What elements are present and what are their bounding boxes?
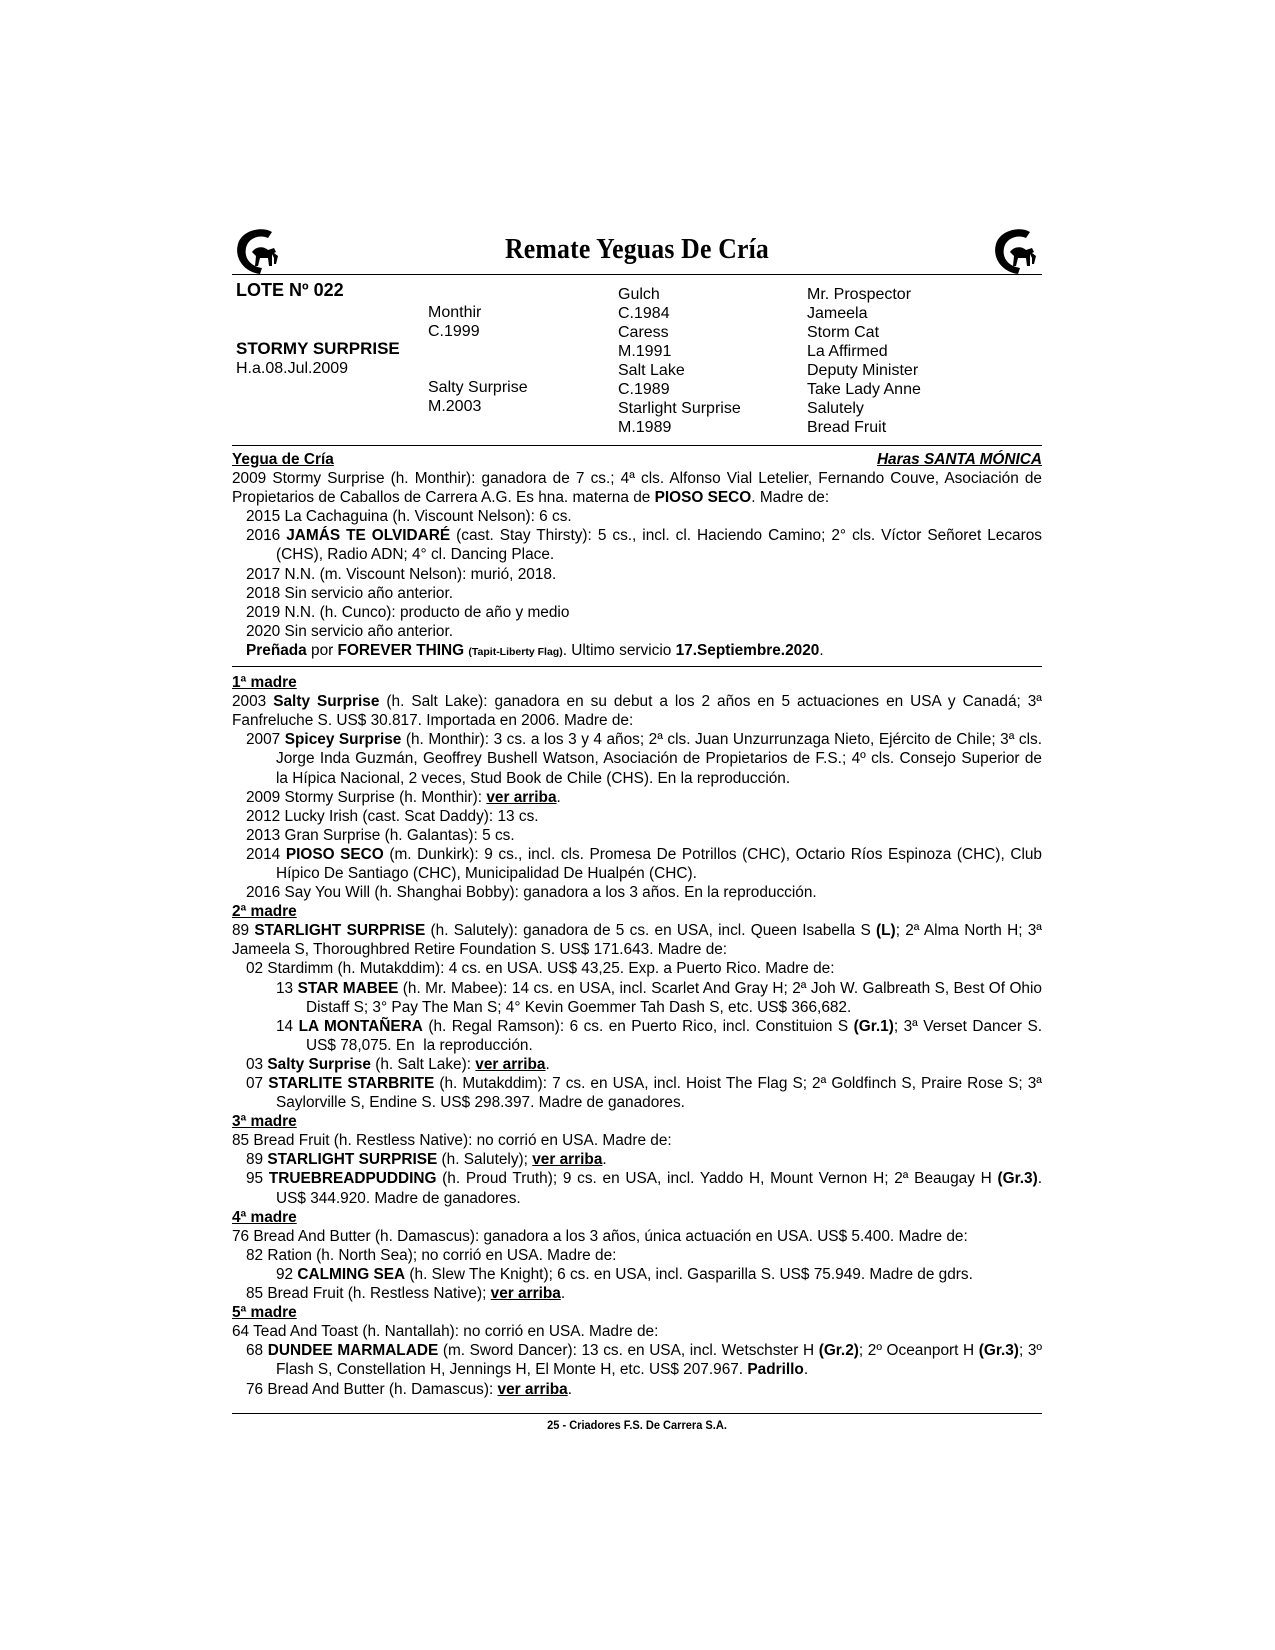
produce-item: 2020 Sin servicio año anterior. <box>246 622 454 640</box>
madre-heading: 1ª madre <box>232 674 297 692</box>
produce-item: 2019 N.N. (h. Cunco): producto de año y medio <box>246 603 570 621</box>
ancestor: Mr. Prospector <box>807 286 912 303</box>
family-item: 2009 Stormy Surprise (h. Monthir): ver arriba. <box>246 788 561 806</box>
sire-year: C.1999 <box>428 323 480 340</box>
family-record: 89 STARLIGHT SURPRISE (h. Salutely): ganadora de 5 cs. en USA, incl. Queen Isabella S (L); 2ª Alma North H; 3ª Jameela S, Thoroughbred Retire Foundation S. US$ 171.643. Madre de: <box>232 922 1042 959</box>
family-item: 13 STAR MABEE (h. Mr. Mabee): 14 cs. en USA, incl. Scarlet And Gray H; 2ª Joh W. Galbreath S, Best Of Ohio Distaff S; 3° Pay The Man S; 4° Kevin Goemmer Tah Dash S, etc. US$ 366,682. <box>276 979 1042 1016</box>
family-item: 68 DUNDEE MARMALADE (m. Sword Dancer): 13 cs. en USA, incl. Wetschster H (Gr.2); 2º Oceanport H (Gr.3); 3º Flash S, Constellation H, Jennings H, El Monte H, etc. US$ 207.967. Padrillo. <box>246 1342 1042 1379</box>
madre-heading: 5ª madre <box>232 1304 297 1322</box>
family-item: 03 Salty Surprise (h. Salt Lake): ver arriba. <box>246 1055 550 1073</box>
ancestor: Salutely <box>807 400 864 417</box>
ancestor: La Affirmed <box>807 343 888 360</box>
madre-heading: 3ª madre <box>232 1113 297 1131</box>
ancestor: Bread Fruit <box>807 419 887 436</box>
page-title: Remate Yeguas De Cría <box>504 234 770 265</box>
family-item: 2007 Spicey Surprise (h. Monthir): 3 cs. a los 3 y 4 años; 2ª cls. Juan Unzurrunzaga Nieto, Ejército de Chile; 3ª cls. Jorge Inda Guzmán, Geoffrey Bushell Watson, Asociación de Propietarios de F.S.; 4º cls. Consejo Superior de la Hípica Nacional, 2 veces, Stud Book de Chile (CHS). En la reproducción. <box>246 731 1043 787</box>
granddam-2: Starlight Surprise <box>618 400 741 417</box>
yegua-header <box>232 450 1042 469</box>
ancestor: Deputy Minister <box>807 362 919 379</box>
family-record: 64 Tead And Toast (h. Nantallah): no corrió en USA. Madre de: <box>232 1323 659 1341</box>
produce-item: 2016 JAMÁS TE OLVIDARÉ (cast. Stay Thirsty): 5 cs., incl. cl. Haciendo Camino; 2° cls. Víctor Señoret Lecaros (CHS), Radio ADN; 4° cl. Dancing Place. <box>246 527 1042 564</box>
produce-item: 2018 Sin servicio año anterior. <box>246 584 454 602</box>
family-item: 2016 Say You Will (h. Shanghai Bobby): ganadora a los 3 años. En la reproducción. <box>246 884 817 902</box>
yegua-section <box>232 450 1042 662</box>
family-item: 2013 Gran Surprise (h. Galantas): 5 cs. <box>246 826 515 844</box>
yegua-heading: Yegua de Cría <box>232 451 334 468</box>
page-header <box>232 222 1042 275</box>
family-item: 02 Stardimm (h. Mutakddim): 4 cs. en USA. US$ 43,25. Exp. a Puerto Rico. Madre de: <box>246 960 835 978</box>
family-section <box>232 673 1042 1399</box>
family-item: 82 Ration (h. North Sea); no corrió en USA. Madre de: <box>246 1246 617 1264</box>
madre-heading: 4ª madre <box>232 1208 297 1226</box>
ancestor: Jameela <box>807 305 868 322</box>
dam-name: Salty Surprise <box>428 379 528 396</box>
lot-number: LOTE Nº 022 <box>236 280 344 300</box>
page-footer: 25 - Criadores F.S. De Carrera S.A. <box>547 1418 727 1432</box>
dam-year: M.2003 <box>428 398 482 415</box>
family-record: 76 Bread And Butter (h. Damascus): ganadora a los 3 años, única actuación en USA. US$ 5.400. Madre de: <box>232 1227 968 1245</box>
ancestor: Take Lady Anne <box>807 381 921 398</box>
pedigree-table <box>232 275 1042 446</box>
granddam-1-year: M.1991 <box>618 343 672 360</box>
horse-birth-info: H.a.08.Jul.2009 <box>236 360 349 377</box>
produce-item: 2015 La Cachaguina (h. Viscount Nelson): 6 cs. <box>246 508 572 526</box>
horse-name: STORMY SURPRISE <box>236 339 400 358</box>
granddam-2-year: M.1989 <box>618 419 672 436</box>
grandsire-1: Gulch <box>618 286 660 303</box>
family-item: 76 Bread And Butter (h. Damascus): ver arriba. <box>246 1380 572 1398</box>
family-item: 92 CALMING SEA (h. Slew The Knight); 6 cs. en USA, incl. Gasparilla S. US$ 75.949. Madre de gdrs. <box>276 1265 973 1283</box>
footer-divider <box>232 1413 1042 1414</box>
pregnancy-status: Preñada por FOREVER THING (Tapit-Liberty Flag). Ultimo servicio 17.Septiembre.2020. <box>246 641 824 659</box>
family-item: 14 LA MONTAÑERA (h. Regal Ramson): 6 cs. en Puerto Rico, incl. Constituion S (Gr.1); 3ª Verset Dancer S. US$ 78,075. En la reproducción. <box>276 1017 1042 1054</box>
horse-logo-icon <box>990 226 1042 278</box>
family-record: 2003 Salty Surprise (h. Salt Lake): ganadora en su debut a los 2 años en 5 actuaciones en USA y Canadá; 3ª Fanfreluche S. US$ 30.817. Importada en 2006. Madre de: <box>232 693 1042 730</box>
family-item: 2012 Lucky Irish (cast. Scat Daddy): 13 cs. <box>246 807 539 825</box>
catalog-page <box>232 222 1042 1399</box>
grandsire-2: Salt Lake <box>618 362 685 379</box>
section-divider <box>232 666 1042 667</box>
haras-label: Haras SANTA MÓNICA <box>876 451 1042 468</box>
granddam-1: Caress <box>618 324 669 341</box>
family-item: 07 STARLITE STARBRITE (h. Mutakddim): 7 cs. en USA, incl. Hoist The Flag S; 2ª Goldfinch S, Praire Rose S; 3ª Saylorville S, Endine S. US$ 298.397. Madre de ganadores. <box>246 1075 1042 1112</box>
family-item: 85 Bread Fruit (h. Restless Native); ver arriba. <box>246 1285 566 1303</box>
family-record: 85 Bread Fruit (h. Restless Native): no corrió en USA. Madre de: <box>232 1132 672 1150</box>
sire-name: Monthir <box>428 304 482 321</box>
ancestor: Storm Cat <box>807 324 880 341</box>
family-item: 2014 PIOSO SECO (m. Dunkirk): 9 cs., incl. cls. Promesa De Potrillos (CHC), Octario Ríos Espinoza (CHC), Club Hípico De Santiago (CHC), Municipalidad De Hualpén (CHC). <box>246 845 1042 882</box>
grandsire-1-year: C.1984 <box>618 305 670 322</box>
grandsire-2-year: C.1989 <box>618 381 670 398</box>
family-item: 89 STARLIGHT SURPRISE (h. Salutely); ver arriba. <box>246 1151 607 1169</box>
family-item: 95 TRUEBREADPUDDING (h. Proud Truth); 9 cs. en USA, incl. Yaddo H, Mount Vernon H; 2ª Beaugay H (Gr.3). US$ 344.920. Madre de ganadores. <box>246 1170 1042 1207</box>
produce-record: 2009 Stormy Surprise (h. Monthir): ganadora de 7 cs.; 4ª cls. Alfonso Vial Letelier, Fernando Couve, Asociación de Propietarios de Caballos de Carrera A.G. Es hna. materna de PIOSO SECO. Madre de: <box>232 470 1042 507</box>
madre-heading: 2ª madre <box>232 903 297 921</box>
produce-item: 2017 N.N. (m. Viscount Nelson): murió, 2018. <box>246 565 557 583</box>
